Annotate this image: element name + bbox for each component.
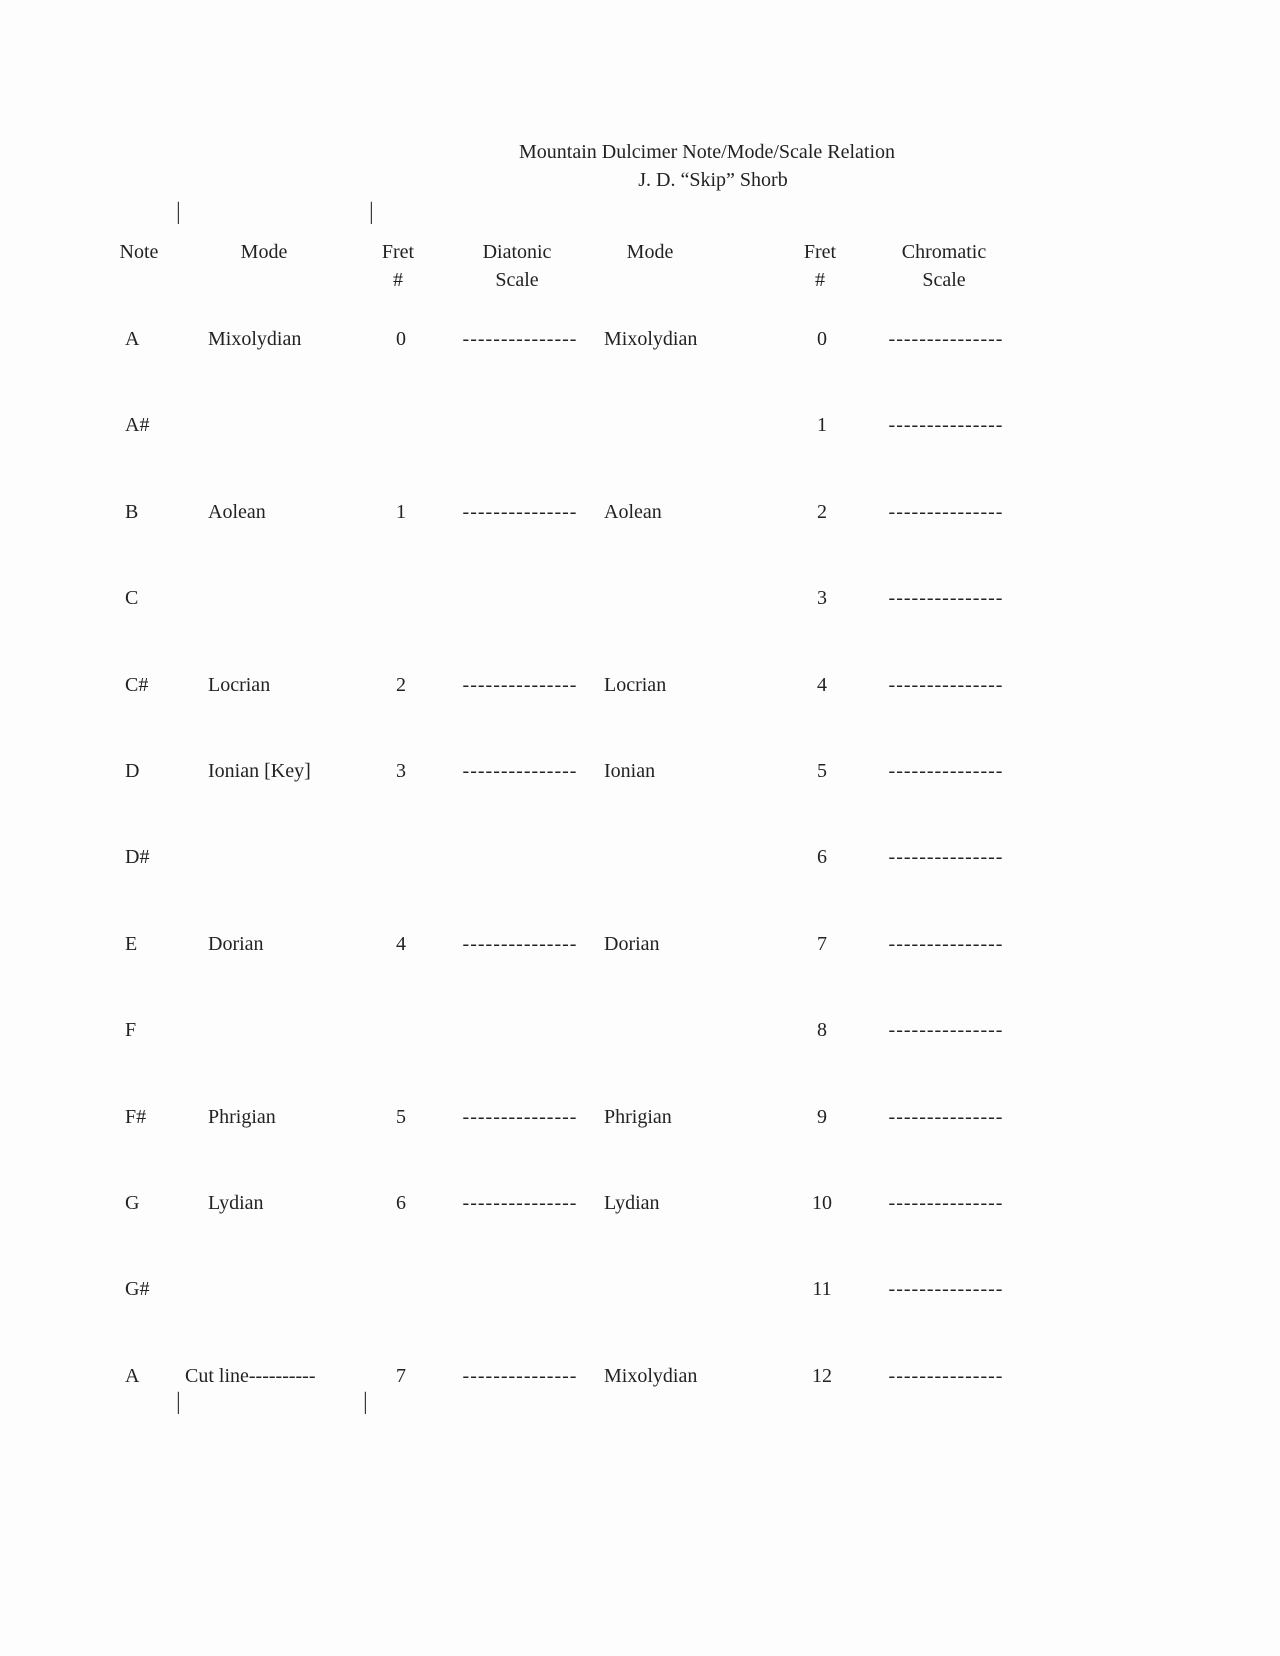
note-cell: A: [125, 1364, 140, 1387]
page-author: J. D. “Skip” Shorb: [638, 169, 788, 191]
cut-line-marker-bottom-right: |: [363, 1389, 368, 1415]
chromatic-scale-dashes: ---------------: [888, 1019, 1004, 1042]
diatonic-scale-dashes: ---------------: [462, 759, 578, 782]
header-note: Note: [119, 241, 159, 263]
chromatic-mode-cell: Locrian: [604, 673, 667, 696]
cut-line-label: Cut line----------: [185, 1364, 316, 1387]
header-fret2-line1: Fret: [803, 241, 837, 263]
diatonic-fret-cell: 7: [396, 1364, 406, 1387]
chromatic-scale-dashes: ---------------: [888, 1191, 1004, 1214]
chromatic-mode-cell: Lydian: [604, 1191, 660, 1214]
diatonic-scale-dashes: ---------------: [462, 932, 578, 955]
cut-line-marker-top-right: |: [369, 199, 374, 225]
chromatic-mode-cell: Dorian: [604, 932, 660, 955]
chromatic-mode-cell: Mixolydian: [604, 1364, 698, 1387]
chromatic-scale-dashes: ---------------: [888, 846, 1004, 869]
table-row-b: [0, 501, 1280, 587]
table-row-a-sharp: [0, 414, 1280, 500]
note-cell: F#: [125, 1105, 147, 1128]
note-cell: G#: [125, 1278, 150, 1301]
diatonic-fret-cell: 4: [396, 932, 406, 955]
table-header: [0, 238, 1280, 298]
header-chromatic-line2: Scale: [922, 269, 966, 291]
chromatic-scale-dashes: ---------------: [888, 587, 1004, 610]
diatonic-scale-dashes: ---------------: [462, 328, 578, 350]
chromatic-mode-cell: Aolean: [604, 500, 662, 523]
chromatic-scale-dashes: ---------------: [888, 414, 1004, 437]
chromatic-fret-cell: 12: [812, 1364, 832, 1387]
header-fret2-line2: #: [815, 269, 825, 291]
chromatic-mode-cell: Mixolydian: [604, 328, 698, 350]
table-row-a-octave: [0, 1365, 1280, 1451]
chromatic-mode-cell: Ionian: [604, 759, 656, 782]
header-mode-chromatic: Mode: [626, 241, 674, 263]
chromatic-scale-dashes: ---------------: [888, 673, 1004, 696]
chromatic-scale-dashes: ---------------: [888, 500, 1004, 523]
note-cell: D#: [125, 846, 150, 869]
diatonic-fret-cell: 0: [396, 328, 406, 350]
header-chromatic-scale: [882, 238, 1006, 294]
chromatic-fret-cell: 1: [817, 414, 827, 437]
table-row-g: [0, 1192, 1280, 1278]
chromatic-fret-cell: 9: [817, 1105, 827, 1128]
diatonic-fret-cell: 2: [396, 673, 406, 696]
table-row-c: [0, 587, 1280, 673]
chromatic-fret-cell: 11: [812, 1278, 832, 1301]
table-body: [0, 328, 1280, 1451]
chromatic-scale-dashes: ---------------: [888, 1278, 1004, 1301]
chromatic-fret-cell: 4: [817, 673, 827, 696]
note-cell: F: [125, 1019, 137, 1042]
note-cell: B: [125, 500, 139, 523]
diatonic-scale-dashes: ---------------: [462, 500, 578, 523]
chromatic-fret-cell: 8: [817, 1019, 827, 1042]
table-row-c-sharp: [0, 674, 1280, 760]
chromatic-scale-dashes: ---------------: [888, 932, 1004, 955]
note-cell: C: [125, 587, 139, 610]
note-cell: A: [125, 328, 140, 350]
header-chromatic-line1: Chromatic: [901, 241, 987, 263]
diatonic-fret-cell: 1: [396, 500, 406, 523]
header-fret-line2: #: [393, 269, 403, 291]
diatonic-fret-cell: 3: [396, 759, 406, 782]
diatonic-scale-dashes: ---------------: [462, 673, 578, 696]
header-fret-line1: Fret: [381, 241, 415, 263]
header-diatonic-scale: [457, 238, 577, 294]
chromatic-scale-dashes: ---------------: [888, 328, 1004, 350]
header-mode-diatonic: Mode: [240, 241, 288, 263]
chromatic-fret-cell: 0: [817, 328, 827, 350]
header-diatonic-line1: Diatonic: [482, 241, 552, 263]
table-row-f: [0, 1019, 1280, 1105]
table-row-g-sharp: [0, 1278, 1280, 1364]
note-cell: E: [125, 932, 138, 955]
chromatic-fret-cell: 7: [817, 932, 827, 955]
diatonic-mode-cell: Ionian [Key]: [208, 759, 311, 782]
table-row-f-sharp: [0, 1106, 1280, 1192]
chromatic-fret-cell: 2: [817, 500, 827, 523]
diatonic-scale-dashes: ---------------: [462, 1105, 578, 1128]
chromatic-scale-dashes: ---------------: [888, 1364, 1004, 1387]
note-cell: G: [125, 1191, 140, 1214]
diatonic-fret-cell: 5: [396, 1105, 406, 1128]
chromatic-fret-cell: 6: [817, 846, 827, 869]
table-row-d: [0, 760, 1280, 846]
chromatic-fret-cell: 5: [817, 759, 827, 782]
table-row-d-sharp: [0, 846, 1280, 932]
table-row-e: [0, 933, 1280, 1019]
note-cell: A#: [125, 414, 150, 437]
chromatic-fret-cell: 10: [812, 1191, 832, 1214]
diatonic-fret-cell: 6: [396, 1191, 406, 1214]
diatonic-mode-cell: Aolean: [208, 500, 266, 523]
note-cell: C#: [125, 673, 149, 696]
page-title: Mountain Dulcimer Note/Mode/Scale Relation: [518, 141, 896, 163]
diatonic-mode-cell: Dorian: [208, 932, 264, 955]
diatonic-mode-cell: Phrigian: [208, 1105, 276, 1128]
note-cell: D: [125, 759, 140, 782]
header-diatonic-line2: Scale: [495, 269, 539, 291]
diatonic-mode-cell: Lydian: [208, 1191, 264, 1214]
header-fret-chromatic: [770, 238, 870, 294]
diatonic-mode-cell: Locrian: [208, 673, 271, 696]
diatonic-scale-dashes: ---------------: [462, 1191, 578, 1214]
diatonic-mode-cell: Mixolydian: [208, 328, 302, 350]
header-fret-diatonic: [348, 238, 448, 294]
table-row-a: [0, 328, 1280, 414]
chromatic-scale-dashes: ---------------: [888, 759, 1004, 782]
cut-line-marker-bottom-left: |: [176, 1389, 181, 1415]
chromatic-mode-cell: Phrigian: [604, 1105, 672, 1128]
cut-line-marker-top-left: |: [176, 199, 181, 225]
chromatic-fret-cell: 3: [817, 587, 827, 610]
chromatic-scale-dashes: ---------------: [888, 1105, 1004, 1128]
diatonic-scale-dashes: ---------------: [462, 1364, 578, 1387]
